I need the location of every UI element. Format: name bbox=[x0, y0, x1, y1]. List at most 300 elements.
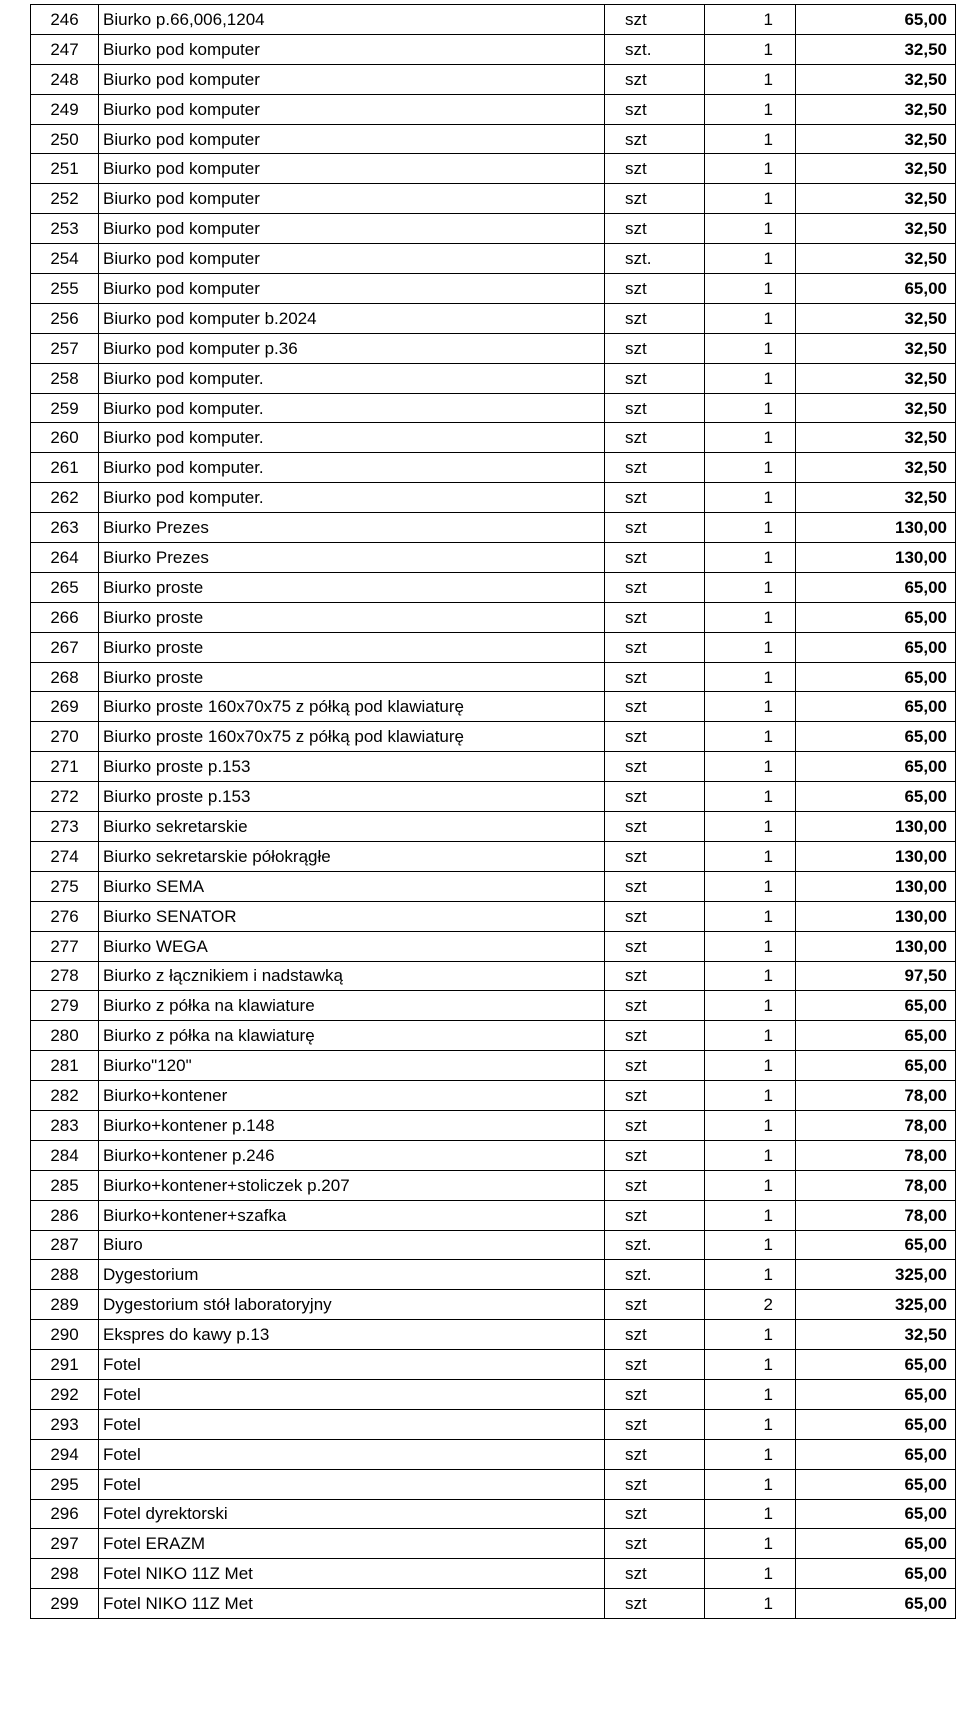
table-row bbox=[31, 812, 956, 842]
row-number: 264 bbox=[31, 543, 99, 573]
item-unit: szt bbox=[605, 1559, 705, 1589]
item-name: Biurko pod komputer bbox=[99, 154, 605, 184]
item-name: Biurko pod komputer. bbox=[99, 453, 605, 483]
row-number: 275 bbox=[31, 871, 99, 901]
item-name: Fotel bbox=[99, 1469, 605, 1499]
item-value: 78,00 bbox=[796, 1140, 956, 1170]
table-row bbox=[31, 1439, 956, 1469]
item-quantity: 1 bbox=[705, 692, 796, 722]
row-number: 251 bbox=[31, 154, 99, 184]
row-number: 261 bbox=[31, 453, 99, 483]
item-unit: szt bbox=[605, 602, 705, 632]
item-quantity: 1 bbox=[705, 513, 796, 543]
item-quantity: 1 bbox=[705, 5, 796, 35]
item-quantity: 1 bbox=[705, 961, 796, 991]
item-value: 65,00 bbox=[796, 1589, 956, 1619]
table-row bbox=[31, 1081, 956, 1111]
item-name: Biurko pod komputer bbox=[99, 94, 605, 124]
table-row bbox=[31, 154, 956, 184]
row-number: 253 bbox=[31, 214, 99, 244]
item-name: Ekspres do kawy p.13 bbox=[99, 1320, 605, 1350]
table-row bbox=[31, 961, 956, 991]
item-quantity: 1 bbox=[705, 1439, 796, 1469]
item-quantity: 1 bbox=[705, 1379, 796, 1409]
row-number: 262 bbox=[31, 483, 99, 513]
item-value: 65,00 bbox=[796, 722, 956, 752]
item-quantity: 1 bbox=[705, 901, 796, 931]
item-unit: szt bbox=[605, 692, 705, 722]
item-quantity: 1 bbox=[705, 244, 796, 274]
row-number: 279 bbox=[31, 991, 99, 1021]
item-value: 130,00 bbox=[796, 812, 956, 842]
table-row bbox=[31, 1140, 956, 1170]
item-value: 65,00 bbox=[796, 1529, 956, 1559]
item-unit: szt. bbox=[605, 34, 705, 64]
table-row bbox=[31, 1200, 956, 1230]
item-value: 32,50 bbox=[796, 214, 956, 244]
row-number: 273 bbox=[31, 812, 99, 842]
item-value: 65,00 bbox=[796, 1469, 956, 1499]
item-quantity: 1 bbox=[705, 483, 796, 513]
row-number: 267 bbox=[31, 632, 99, 662]
item-value: 78,00 bbox=[796, 1110, 956, 1140]
table-row bbox=[31, 1051, 956, 1081]
item-quantity: 1 bbox=[705, 1051, 796, 1081]
item-value: 65,00 bbox=[796, 274, 956, 304]
table-row bbox=[31, 94, 956, 124]
row-number: 270 bbox=[31, 722, 99, 752]
item-quantity: 1 bbox=[705, 214, 796, 244]
item-quantity: 1 bbox=[705, 1529, 796, 1559]
table-row bbox=[31, 1260, 956, 1290]
row-number: 259 bbox=[31, 393, 99, 423]
item-name: Biurko+kontener+szafka bbox=[99, 1200, 605, 1230]
item-quantity: 1 bbox=[705, 602, 796, 632]
item-value: 32,50 bbox=[796, 333, 956, 363]
item-value: 32,50 bbox=[796, 184, 956, 214]
row-number: 252 bbox=[31, 184, 99, 214]
row-number: 276 bbox=[31, 901, 99, 931]
item-unit: szt bbox=[605, 722, 705, 752]
row-number: 255 bbox=[31, 274, 99, 304]
item-name: Biurko+kontener+stoliczek p.207 bbox=[99, 1170, 605, 1200]
item-unit: szt bbox=[605, 1051, 705, 1081]
item-value: 65,00 bbox=[796, 782, 956, 812]
item-unit: szt bbox=[605, 812, 705, 842]
item-value: 65,00 bbox=[796, 752, 956, 782]
item-unit: szt bbox=[605, 333, 705, 363]
item-value: 130,00 bbox=[796, 871, 956, 901]
item-value: 65,00 bbox=[796, 1559, 956, 1589]
item-quantity: 1 bbox=[705, 752, 796, 782]
item-quantity: 1 bbox=[705, 1589, 796, 1619]
item-name: Biurko Prezes bbox=[99, 513, 605, 543]
item-name: Biurko proste p.153 bbox=[99, 752, 605, 782]
item-name: Biurko SENATOR bbox=[99, 901, 605, 931]
item-name: Fotel NIKO 11Z Met bbox=[99, 1559, 605, 1589]
item-unit: szt bbox=[605, 274, 705, 304]
item-name: Fotel bbox=[99, 1409, 605, 1439]
item-value: 32,50 bbox=[796, 483, 956, 513]
item-unit: szt bbox=[605, 363, 705, 393]
item-name: Biurko"120" bbox=[99, 1051, 605, 1081]
table-row bbox=[31, 991, 956, 1021]
row-number: 246 bbox=[31, 5, 99, 35]
item-name: Biurko+kontener p.148 bbox=[99, 1110, 605, 1140]
table-row bbox=[31, 1110, 956, 1140]
item-quantity: 1 bbox=[705, 184, 796, 214]
item-value: 65,00 bbox=[796, 602, 956, 632]
item-value: 32,50 bbox=[796, 1320, 956, 1350]
item-quantity: 1 bbox=[705, 662, 796, 692]
item-name: Biurko proste p.153 bbox=[99, 782, 605, 812]
item-name: Biurko pod komputer bbox=[99, 34, 605, 64]
item-value: 325,00 bbox=[796, 1260, 956, 1290]
item-value: 65,00 bbox=[796, 1499, 956, 1529]
item-unit: szt bbox=[605, 1170, 705, 1200]
item-value: 65,00 bbox=[796, 1230, 956, 1260]
item-name: Biurko z łącznikiem i nadstawką bbox=[99, 961, 605, 991]
row-number: 294 bbox=[31, 1439, 99, 1469]
item-quantity: 1 bbox=[705, 64, 796, 94]
item-unit: szt bbox=[605, 841, 705, 871]
item-name: Biurko p.66,006,1204 bbox=[99, 5, 605, 35]
item-name: Biurko pod komputer bbox=[99, 124, 605, 154]
item-value: 65,00 bbox=[796, 1409, 956, 1439]
item-unit: szt bbox=[605, 752, 705, 782]
item-unit: szt bbox=[605, 453, 705, 483]
item-quantity: 1 bbox=[705, 572, 796, 602]
item-value: 130,00 bbox=[796, 901, 956, 931]
item-unit: szt bbox=[605, 423, 705, 453]
item-unit: szt bbox=[605, 991, 705, 1021]
item-unit: szt bbox=[605, 543, 705, 573]
row-number: 287 bbox=[31, 1230, 99, 1260]
item-name: Biurko proste bbox=[99, 572, 605, 602]
item-quantity: 1 bbox=[705, 423, 796, 453]
item-quantity: 1 bbox=[705, 1200, 796, 1230]
item-name: Dygestorium bbox=[99, 1260, 605, 1290]
table-row bbox=[31, 632, 956, 662]
row-number: 288 bbox=[31, 1260, 99, 1290]
item-unit: szt bbox=[605, 1200, 705, 1230]
row-number: 283 bbox=[31, 1110, 99, 1140]
item-quantity: 1 bbox=[705, 1260, 796, 1290]
table-row bbox=[31, 5, 956, 35]
table-row bbox=[31, 393, 956, 423]
item-unit: szt. bbox=[605, 1230, 705, 1260]
item-quantity: 1 bbox=[705, 1499, 796, 1529]
item-name: Fotel bbox=[99, 1379, 605, 1409]
item-value: 65,00 bbox=[796, 1350, 956, 1380]
item-unit: szt bbox=[605, 5, 705, 35]
item-name: Fotel NIKO 11Z Met bbox=[99, 1589, 605, 1619]
table-row bbox=[31, 543, 956, 573]
item-unit: szt bbox=[605, 1409, 705, 1439]
item-name: Biurko pod komputer bbox=[99, 64, 605, 94]
table-row bbox=[31, 1379, 956, 1409]
table-row bbox=[31, 184, 956, 214]
item-name: Biurko z półka na klawiaturę bbox=[99, 1021, 605, 1051]
item-value: 32,50 bbox=[796, 94, 956, 124]
row-number: 284 bbox=[31, 1140, 99, 1170]
row-number: 272 bbox=[31, 782, 99, 812]
inventory-table bbox=[30, 4, 956, 1619]
item-unit: szt bbox=[605, 1140, 705, 1170]
item-name: Biurko+kontener p.246 bbox=[99, 1140, 605, 1170]
item-quantity: 1 bbox=[705, 94, 796, 124]
item-value: 32,50 bbox=[796, 393, 956, 423]
table-row bbox=[31, 782, 956, 812]
item-name: Biurko proste 160x70x75 z półką pod klawiaturę bbox=[99, 722, 605, 752]
table-row bbox=[31, 1290, 956, 1320]
row-number: 271 bbox=[31, 752, 99, 782]
row-number: 278 bbox=[31, 961, 99, 991]
item-name: Biurko pod komputer bbox=[99, 184, 605, 214]
row-number: 269 bbox=[31, 692, 99, 722]
item-value: 97,50 bbox=[796, 961, 956, 991]
table-row bbox=[31, 692, 956, 722]
item-quantity: 1 bbox=[705, 931, 796, 961]
item-name: Biurko proste bbox=[99, 602, 605, 632]
item-name: Fotel dyrektorski bbox=[99, 1499, 605, 1529]
row-number: 260 bbox=[31, 423, 99, 453]
row-number: 256 bbox=[31, 303, 99, 333]
item-quantity: 1 bbox=[705, 632, 796, 662]
table-row bbox=[31, 1170, 956, 1200]
row-number: 282 bbox=[31, 1081, 99, 1111]
item-name: Biurko+kontener bbox=[99, 1081, 605, 1111]
item-unit: szt bbox=[605, 1320, 705, 1350]
row-number: 274 bbox=[31, 841, 99, 871]
item-quantity: 1 bbox=[705, 812, 796, 842]
table-row bbox=[31, 124, 956, 154]
item-unit: szt bbox=[605, 572, 705, 602]
row-number: 292 bbox=[31, 1379, 99, 1409]
item-value: 78,00 bbox=[796, 1081, 956, 1111]
table-row bbox=[31, 453, 956, 483]
item-quantity: 1 bbox=[705, 543, 796, 573]
row-number: 281 bbox=[31, 1051, 99, 1081]
item-name: Biurko pod komputer. bbox=[99, 483, 605, 513]
item-name: Biuro bbox=[99, 1230, 605, 1260]
row-number: 277 bbox=[31, 931, 99, 961]
item-value: 32,50 bbox=[796, 154, 956, 184]
item-unit: szt. bbox=[605, 1260, 705, 1290]
item-unit: szt bbox=[605, 1469, 705, 1499]
item-unit: szt bbox=[605, 662, 705, 692]
row-number: 295 bbox=[31, 1469, 99, 1499]
table-row bbox=[31, 483, 956, 513]
row-number: 286 bbox=[31, 1200, 99, 1230]
item-unit: szt bbox=[605, 184, 705, 214]
row-number: 257 bbox=[31, 333, 99, 363]
item-quantity: 1 bbox=[705, 1230, 796, 1260]
item-unit: szt bbox=[605, 303, 705, 333]
row-number: 299 bbox=[31, 1589, 99, 1619]
row-number: 297 bbox=[31, 1529, 99, 1559]
table-row bbox=[31, 363, 956, 393]
item-name: Biurko pod komputer p.36 bbox=[99, 333, 605, 363]
row-number: 285 bbox=[31, 1170, 99, 1200]
item-name: Biurko WEGA bbox=[99, 931, 605, 961]
item-unit: szt bbox=[605, 94, 705, 124]
item-name: Biurko z półka na klawiature bbox=[99, 991, 605, 1021]
row-number: 290 bbox=[31, 1320, 99, 1350]
item-value: 65,00 bbox=[796, 692, 956, 722]
item-name: Biurko SEMA bbox=[99, 871, 605, 901]
row-number: 265 bbox=[31, 572, 99, 602]
table-row bbox=[31, 423, 956, 453]
item-value: 65,00 bbox=[796, 572, 956, 602]
item-value: 65,00 bbox=[796, 1439, 956, 1469]
item-quantity: 1 bbox=[705, 1170, 796, 1200]
table-row bbox=[31, 662, 956, 692]
table-row bbox=[31, 931, 956, 961]
item-quantity: 1 bbox=[705, 453, 796, 483]
item-name: Dygestorium stół laboratoryjny bbox=[99, 1290, 605, 1320]
item-name: Biurko sekretarskie bbox=[99, 812, 605, 842]
item-unit: szt bbox=[605, 1439, 705, 1469]
row-number: 289 bbox=[31, 1290, 99, 1320]
item-quantity: 1 bbox=[705, 1021, 796, 1051]
item-name: Biurko pod komputer. bbox=[99, 393, 605, 423]
row-number: 266 bbox=[31, 602, 99, 632]
row-number: 293 bbox=[31, 1409, 99, 1439]
item-unit: szt bbox=[605, 1110, 705, 1140]
item-value: 130,00 bbox=[796, 543, 956, 573]
table-row bbox=[31, 1499, 956, 1529]
table-row bbox=[31, 513, 956, 543]
item-value: 78,00 bbox=[796, 1200, 956, 1230]
item-unit: szt. bbox=[605, 244, 705, 274]
item-name: Biurko pod komputer b.2024 bbox=[99, 303, 605, 333]
item-quantity: 1 bbox=[705, 1469, 796, 1499]
item-quantity: 1 bbox=[705, 124, 796, 154]
item-quantity: 1 bbox=[705, 363, 796, 393]
table-row bbox=[31, 752, 956, 782]
item-value: 32,50 bbox=[796, 124, 956, 154]
item-quantity: 1 bbox=[705, 333, 796, 363]
table-row bbox=[31, 1230, 956, 1260]
item-unit: szt bbox=[605, 632, 705, 662]
table-row bbox=[31, 303, 956, 333]
table-row bbox=[31, 333, 956, 363]
item-name: Fotel bbox=[99, 1350, 605, 1380]
row-number: 291 bbox=[31, 1350, 99, 1380]
row-number: 298 bbox=[31, 1559, 99, 1589]
item-unit: szt bbox=[605, 1350, 705, 1380]
item-unit: szt bbox=[605, 1529, 705, 1559]
row-number: 296 bbox=[31, 1499, 99, 1529]
item-quantity: 1 bbox=[705, 1559, 796, 1589]
item-name: Biurko proste bbox=[99, 632, 605, 662]
row-number: 280 bbox=[31, 1021, 99, 1051]
item-unit: szt bbox=[605, 1081, 705, 1111]
item-unit: szt bbox=[605, 513, 705, 543]
table-row bbox=[31, 602, 956, 632]
item-unit: szt bbox=[605, 214, 705, 244]
item-value: 65,00 bbox=[796, 662, 956, 692]
item-value: 32,50 bbox=[796, 423, 956, 453]
item-value: 130,00 bbox=[796, 513, 956, 543]
table-row bbox=[31, 244, 956, 274]
table-row bbox=[31, 1021, 956, 1051]
item-name: Biurko sekretarskie półokrągłe bbox=[99, 841, 605, 871]
inventory-table-body bbox=[31, 5, 956, 1619]
item-value: 32,50 bbox=[796, 244, 956, 274]
table-row bbox=[31, 901, 956, 931]
item-value: 78,00 bbox=[796, 1170, 956, 1200]
table-row bbox=[31, 1320, 956, 1350]
row-number: 250 bbox=[31, 124, 99, 154]
item-quantity: 1 bbox=[705, 1140, 796, 1170]
item-value: 32,50 bbox=[796, 64, 956, 94]
item-quantity: 2 bbox=[705, 1290, 796, 1320]
item-unit: szt bbox=[605, 1379, 705, 1409]
row-number: 268 bbox=[31, 662, 99, 692]
item-quantity: 1 bbox=[705, 154, 796, 184]
item-unit: szt bbox=[605, 901, 705, 931]
item-unit: szt bbox=[605, 393, 705, 423]
table-row bbox=[31, 274, 956, 304]
item-quantity: 1 bbox=[705, 722, 796, 752]
item-unit: szt bbox=[605, 931, 705, 961]
row-number: 247 bbox=[31, 34, 99, 64]
table-row bbox=[31, 1409, 956, 1439]
item-name: Biurko pod komputer bbox=[99, 214, 605, 244]
table-row bbox=[31, 572, 956, 602]
item-unit: szt bbox=[605, 1290, 705, 1320]
table-row bbox=[31, 64, 956, 94]
table-row bbox=[31, 1529, 956, 1559]
item-quantity: 1 bbox=[705, 393, 796, 423]
item-value: 65,00 bbox=[796, 1021, 956, 1051]
item-name: Biurko pod komputer bbox=[99, 244, 605, 274]
item-unit: szt bbox=[605, 483, 705, 513]
item-unit: szt bbox=[605, 782, 705, 812]
item-name: Biurko proste bbox=[99, 662, 605, 692]
table-row bbox=[31, 841, 956, 871]
item-unit: szt bbox=[605, 64, 705, 94]
table-row bbox=[31, 1350, 956, 1380]
item-value: 65,00 bbox=[796, 991, 956, 1021]
item-unit: szt bbox=[605, 961, 705, 991]
item-quantity: 1 bbox=[705, 303, 796, 333]
item-quantity: 1 bbox=[705, 871, 796, 901]
item-quantity: 1 bbox=[705, 34, 796, 64]
row-number: 254 bbox=[31, 244, 99, 274]
table-row bbox=[31, 34, 956, 64]
item-name: Biurko pod komputer. bbox=[99, 363, 605, 393]
item-name: Fotel ERAZM bbox=[99, 1529, 605, 1559]
item-value: 130,00 bbox=[796, 841, 956, 871]
row-number: 258 bbox=[31, 363, 99, 393]
item-quantity: 1 bbox=[705, 1320, 796, 1350]
row-number: 263 bbox=[31, 513, 99, 543]
item-unit: szt bbox=[605, 154, 705, 184]
item-value: 65,00 bbox=[796, 1379, 956, 1409]
item-quantity: 1 bbox=[705, 1350, 796, 1380]
item-name: Biurko Prezes bbox=[99, 543, 605, 573]
item-unit: szt bbox=[605, 871, 705, 901]
item-name: Fotel bbox=[99, 1439, 605, 1469]
item-value: 65,00 bbox=[796, 1051, 956, 1081]
item-quantity: 1 bbox=[705, 782, 796, 812]
item-name: Biurko pod komputer bbox=[99, 274, 605, 304]
row-number: 248 bbox=[31, 64, 99, 94]
table-row bbox=[31, 1589, 956, 1619]
